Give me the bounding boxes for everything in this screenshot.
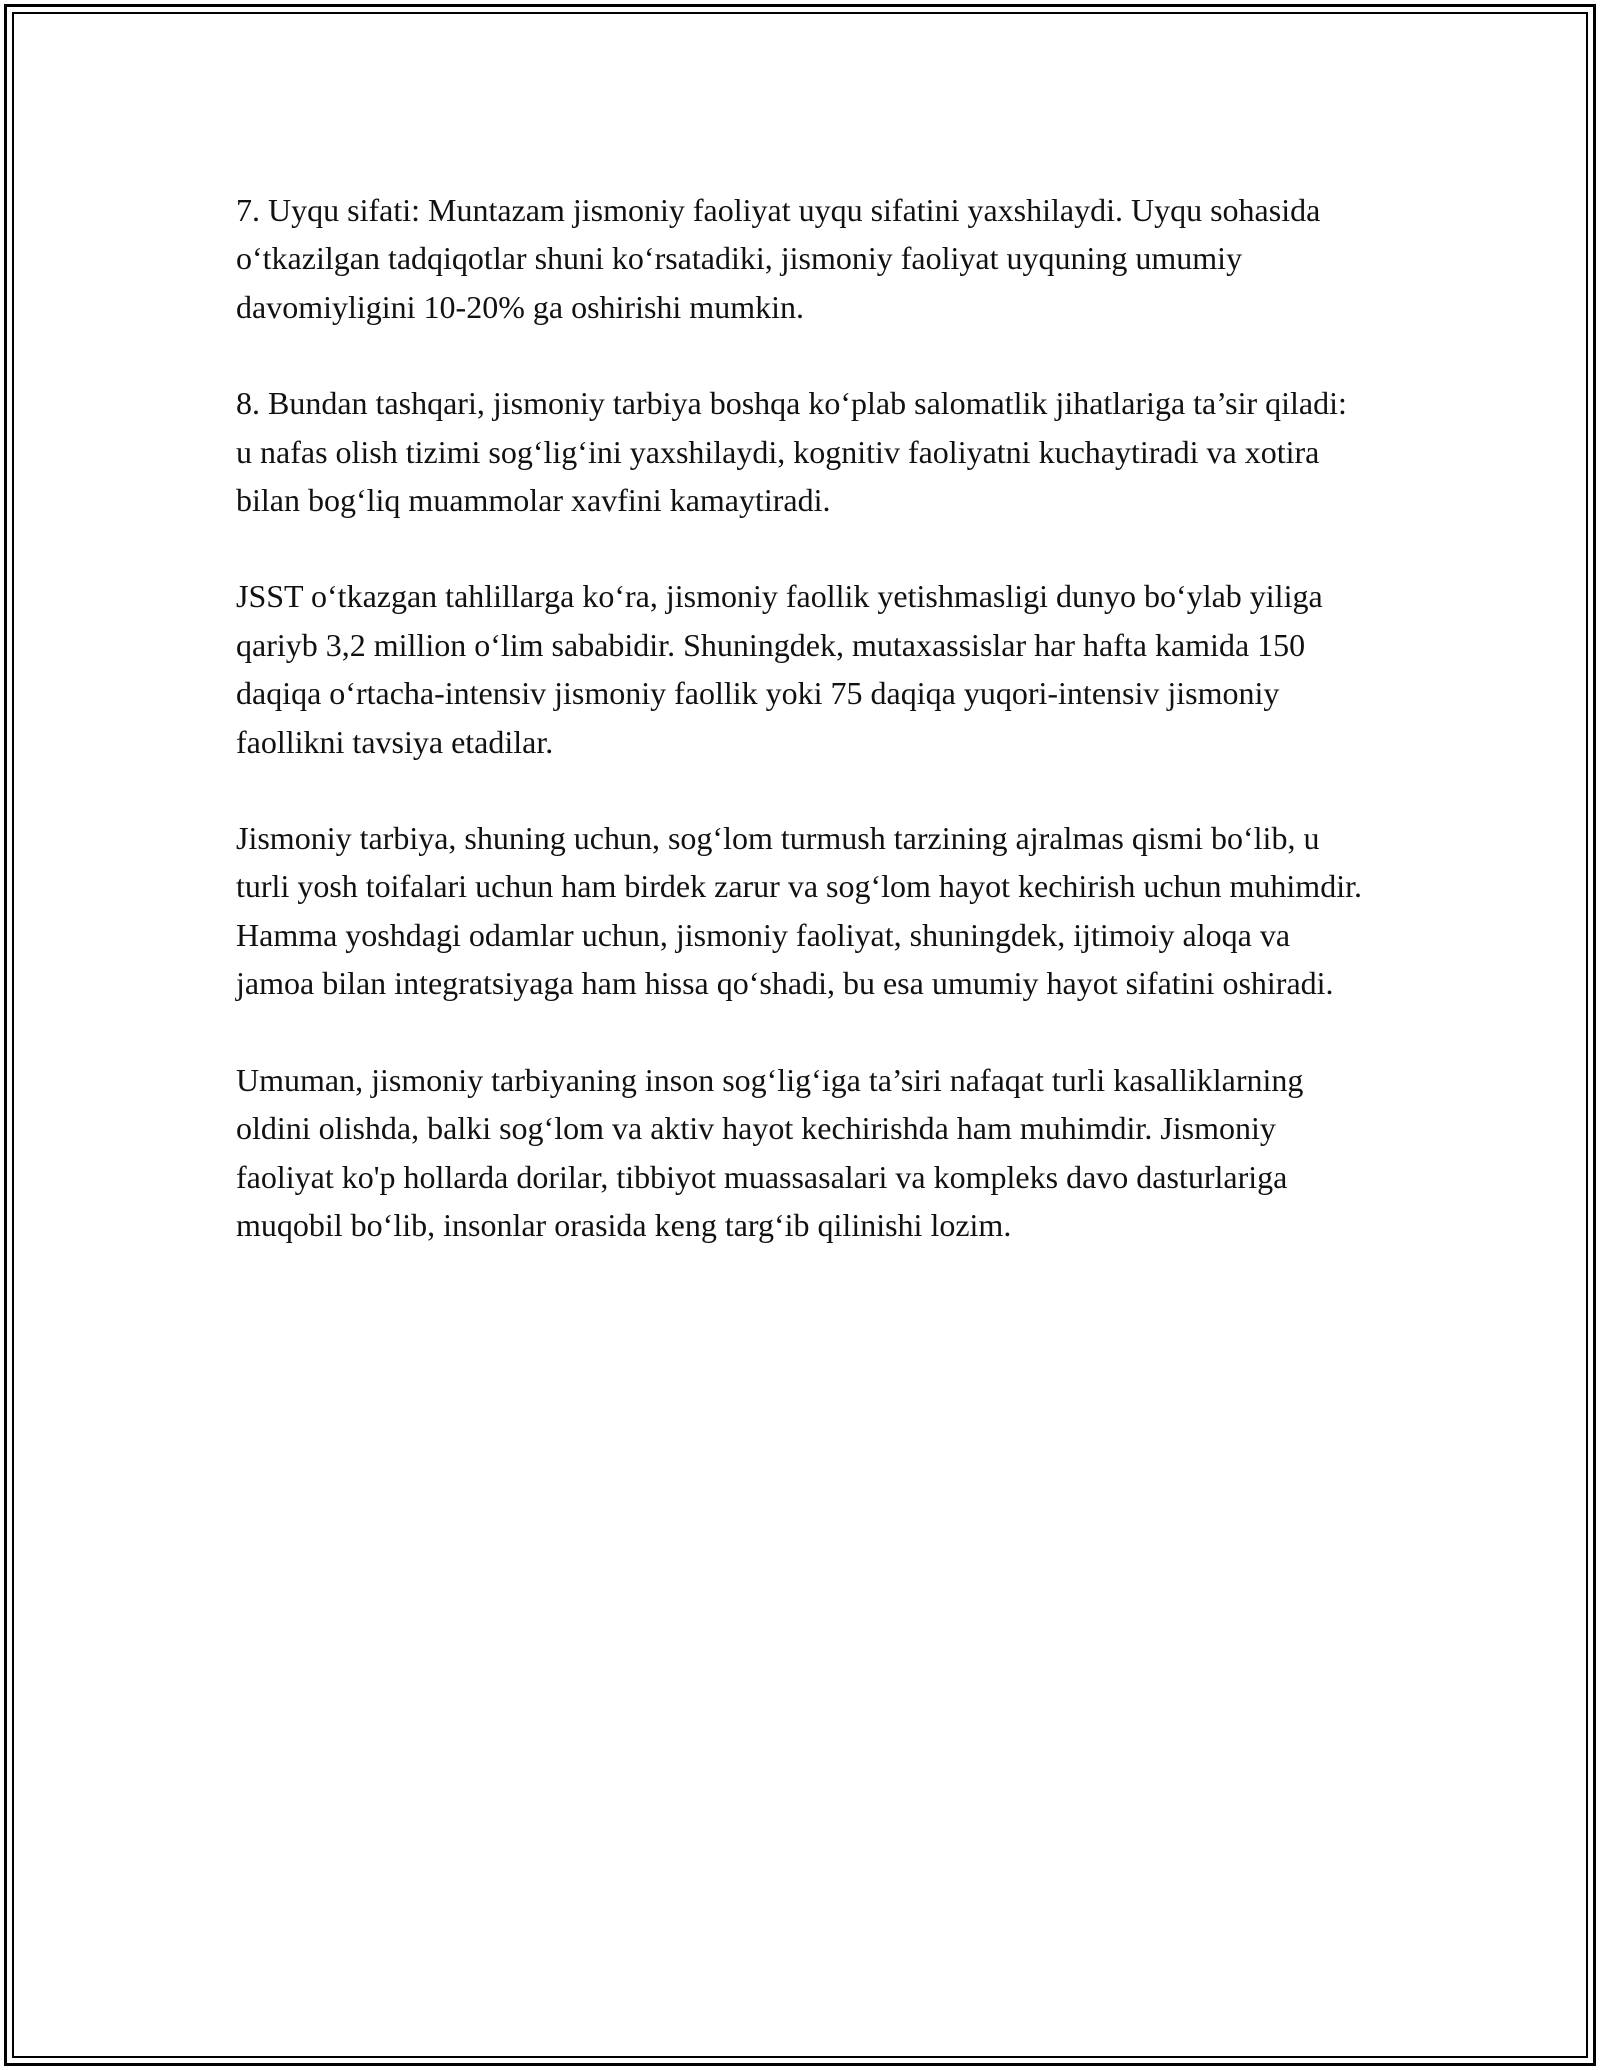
- paragraph-other-health-aspects: 8. Bundan tashqari, jismoniy tarbiya boshqa ko‘plab salomatlik jihatlariga ta’sir qiladi: u nafas olish tizimi sog‘lig‘ini yaxshilaydi, kognitiv faoliyatni kuchaytiradi va xotira bilan bog‘liq muammolar xavfini kamaytiradi.: [236, 385, 1347, 519]
- document-body: [236, 186, 1366, 1297]
- paragraph-who-statistics: JSST o‘tkazgan tahlillarga ko‘ra, jismoniy faollik yetishmasligi dunyo bo‘ylab yiliga qariyb 3,2 million o‘lim sababidir. Shuningdek, mutaxassislar har hafta kamida 150 daqiqa o‘rtacha-intensiv jismoniy faollik yoki 75 daqiqa yuqori-intensiv jismoniy faollikni tavsiya etadilar.: [236, 578, 1323, 760]
- paragraph-conclusion: Umuman, jismoniy tarbiyaning inson sog‘lig‘iga ta’siri nafaqat turli kasalliklarning oldini olishda, balki sog‘lom va aktiv hayot kechirishda ham muhimdir. Jismoniy faoliyat ko'p hollarda dorilar, tibbiyot muassasalari va kompleks davo dasturlariga muqobil bo‘lib, insonlar orasida keng targ‘ib qilinishi lozim.: [236, 1061, 1304, 1243]
- paragraph-sleep-quality: 7. Uyqu sifati: Muntazam jismoniy faoliyat uyqu sifatini yaxshilaydi. Uyqu sohasida o‘tkazilgan tadqiqotlar shuni ko‘rsatadiki, jismoniy faoliyat uyquning umumiy davomiyligini 10-20% ga oshirishi mumkin.: [236, 192, 1321, 325]
- paragraph-healthy-lifestyle: Jismoniy tarbiya, shuning uchun, sog‘lom turmush tarzining ajralmas qismi bo‘lib, u turli yosh toifalari uchun ham birdek zarur va sog‘lom hayot kechirish uchun muhimdir. Hamma yoshdagi odamlar uchun, jismoniy faoliyat, shuningdek, ijtimoiy aloqa va jamoa bilan integratsiyaga ham hissa qo‘shadi, bu esa umumiy hayot sifatini oshiradi.: [236, 820, 1362, 1002]
